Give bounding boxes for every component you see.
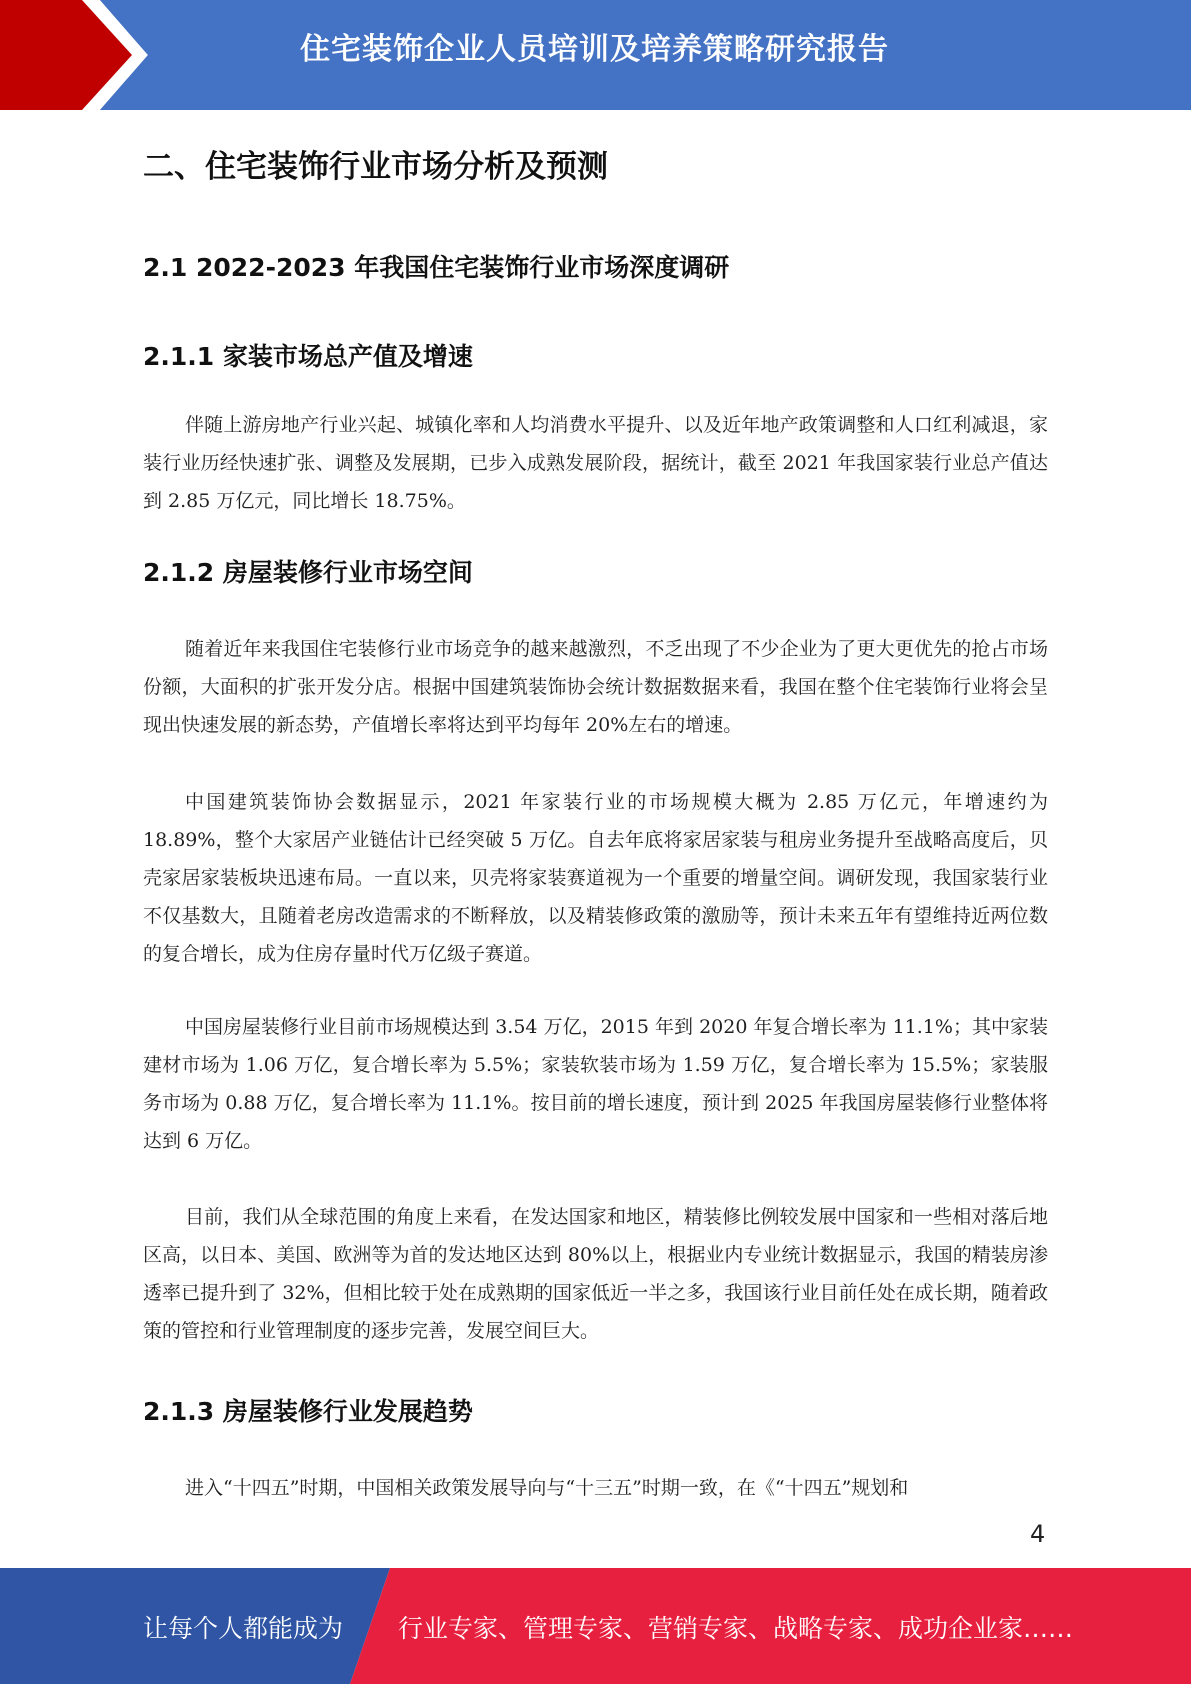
item-title: 2.1.1 家装市场总产值及增速 [143,342,473,371]
footer-slogan-right: 行业专家、管理专家、营销专家、战略专家、成功企业家…… [398,1614,1074,1643]
item-title: 2.1.2 房屋装修行业市场空间 [143,558,473,587]
paragraph: 目前，我们从全球范围的角度上来看，在发达国家和地区，精装修比例较发展中国家和一些相对落后地区高，以日本、美国、欧洲等为首的发达地区达到 80%以上，根据业内专业统计数据显示，我国的精装房渗透率已提升到了 32%，但相比较于处在成熟期的国家低近一半之多，我国该行业目前任处在成长期，随着政策的管控和行业管理制度的逐步完善，发展空间巨大。 [143,1206,1048,1342]
page-header [0,0,1191,110]
page-footer [0,1568,1191,1684]
subsection-title: 2.1 2022-2023 年我国住宅装饰行业市场深度调研 [143,253,730,282]
report-title: 住宅装饰企业人员培训及培养策略研究报告 [300,32,889,67]
page-number: 4 [1030,1520,1046,1548]
paragraph: 进入“十四五”时期，中国相关政策发展导向与“十三五”时期一致，在《“十四五”规划和 [185,1477,909,1499]
paragraph: 随着近年来我国住宅装修行业市场竞争的越来越激烈，不乏出现了不少企业为了更大更优先的抢占市场份额，大面积的扩张开发分店。根据中国建筑装饰协会统计数据数据来看，我国在整个住宅装饰行业将会呈现出快速发展的新态势，产值增长率将达到平均每年 20%左右的增速。 [143,638,1048,736]
paragraph: 伴随上游房地产行业兴起、城镇化率和人均消费水平提升、以及近年地产政策调整和人口红利减退，家装行业历经快速扩张、调整及发展期，已步入成熟发展阶段，据统计，截至 2021 年我国家装行业总产值达到 2.85 万亿元，同比增长 18.75%。 [143,414,1048,512]
section-title: 二、住宅装饰行业市场分析及预测 [143,149,608,185]
item-title: 2.1.3 房屋装修行业发展趋势 [143,1397,473,1426]
footer-slogan-left: 让每个人都能成为 [143,1614,344,1643]
header-chevron-decoration [0,0,160,110]
paragraph: 中国房屋装修行业目前市场规模达到 3.54 万亿，2015 年到 2020 年复合增长率为 11.1%；其中家装建材市场为 1.06 万亿，复合增长率为 5.5%；家装软装市场为 1.59 万亿，复合增长率为 15.5%；家装服务市场为 0.88 万亿，复合增长率为 11.1%。按目前的增长速度，预计到 2025 年我国房屋装修行业整体将达到 6 万亿。 [143,1016,1048,1152]
paragraph: 中国建筑装饰协会数据显示，2021 年家装行业的市场规模大概为 2.85 万亿元，年增速约为 18.89%，整个大家居产业链估计已经突破 5 万亿。自去年底将家居家装与租房业务提升至战略高度后，贝壳家居家装板块迅速布局。一直以来，贝壳将家装赛道视为一个重要的增量空间。调研发现，我国家装行业不仅基数大，且随着老房改造需求的不断释放，以及精装修政策的激励等，预计未来五年有望维持近两位数的复合增长，成为住房存量时代万亿级子赛道。 [143,791,1048,965]
